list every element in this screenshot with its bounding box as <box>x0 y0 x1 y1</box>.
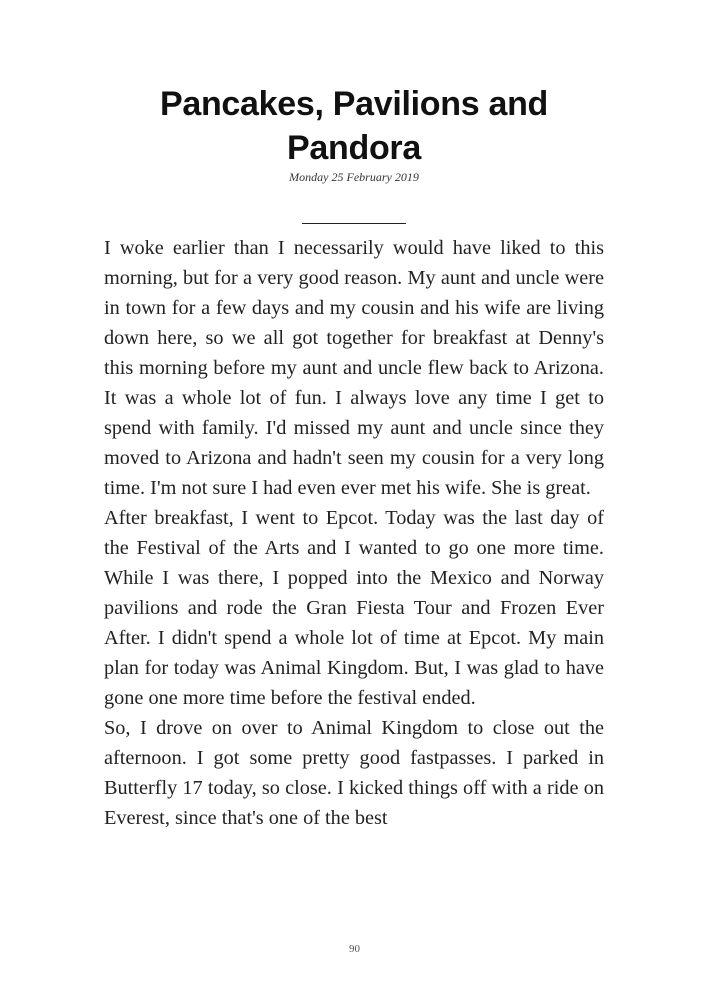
title-divider <box>302 223 406 224</box>
post-date: Monday 25 February 2019 <box>289 170 419 184</box>
paragraph: I woke earlier than I necessarily would have liked to this morning, but for a very good reason. My aunt and uncle were in town for a few days and my cousin and his wife are living down here, so we all got together for breakfast at Denny's this morning before my aunt and uncle flew back to Arizona. It was a whole lot of fun. I always love any time I get to spend with family. I'd missed my aunt and uncle since they moved to Arizona and hadn't seen my cousin for a very long time. I'm not sure I had even ever met his wife. She is great. <box>104 237 604 499</box>
page-title: Pancakes, Pavilions and Pandora <box>159 85 549 167</box>
article-body <box>104 233 604 833</box>
paragraph: So, I drove on over to Animal Kingdom to close out the afternoon. I got some pretty good fastpasses. I parked in Butterfly 17 today, so close. I kicked things off with a ride on Everest, since that's one of the best <box>104 717 604 829</box>
paragraph: After breakfast, I went to Epcot. Today was the last day of the Festival of the Arts and I wanted to go one more time. While I was there, I popped into the Mexico and Norway pavilions and rode the Gran Fiesta Tour and Frozen Ever After. I didn't spend a whole lot of time at Epcot. My main plan for today was Animal Kingdom. But, I was glad to have gone one more time before the festival ended. <box>104 507 604 709</box>
page-number: 90 <box>349 943 360 955</box>
